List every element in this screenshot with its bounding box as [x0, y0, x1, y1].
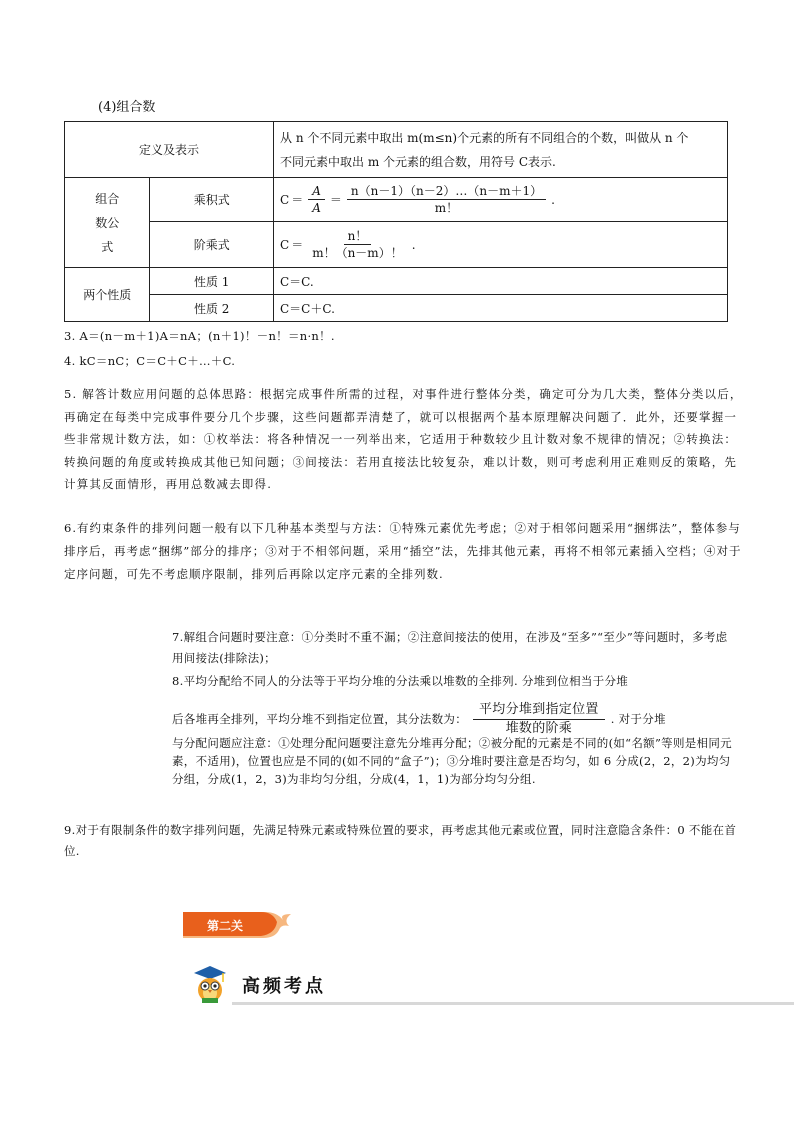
item-3-formula: 3. A＝(n－m＋1)A＝nA；(n＋1)！－n！＝n·n！. [64, 329, 335, 343]
product-frac1-num: A [308, 183, 325, 200]
table-row [65, 268, 728, 295]
product-formula-cell [274, 178, 728, 222]
product-frac1 [308, 183, 325, 216]
factorial-label-cell [150, 222, 274, 268]
product-frac1-den: A [312, 201, 321, 215]
item-8-fraction-den: 堆数的阶乘 [505, 721, 573, 736]
definition-line1: 从 n 个不同元素中取出 m(m≤n)个元素的所有不同组合的个数，叫做从 n 个 [280, 130, 689, 145]
item-8-line2 [172, 701, 738, 738]
high-frequency-title: 高频考点 [242, 976, 326, 997]
property2-formula-cell [274, 295, 728, 322]
combination-definition-table [64, 121, 728, 322]
item-4-formula: 4. kC＝nC；C＝C＋C＋…＋C. [64, 354, 236, 368]
product-prefix: C [280, 192, 290, 207]
section-divider [232, 1002, 794, 1005]
table-row [65, 178, 728, 222]
property2-label-cell [150, 295, 274, 322]
definition-line2-tail: 表示. [528, 154, 556, 169]
product-frac2-den: m！ [434, 201, 459, 215]
property1-label-cell [150, 268, 274, 295]
properties-label-cell [65, 268, 150, 322]
property2-label: 性质 2 [193, 301, 230, 316]
formula-group-line3: 式 [101, 239, 114, 254]
property1-formula: C＝C. [280, 274, 314, 289]
formula-group-cell [65, 178, 150, 268]
formula-group-line2: 数公 [95, 215, 120, 230]
item-8-fraction [473, 701, 605, 738]
properties-label: 两个性质 [83, 288, 132, 302]
factorial-formula-cell [274, 222, 728, 268]
level-banner-label: 第二关 [207, 919, 244, 933]
definition-line2-wrap [280, 150, 721, 174]
property2-formula: C＝C＋C. [280, 301, 335, 316]
factorial-frac [308, 228, 407, 261]
table-row [65, 295, 728, 322]
product-label: 乘积式 [193, 193, 230, 207]
item-8-line2-pre: 后各堆再全排列，平均分堆不到指定位置，其分法数为： [172, 712, 467, 726]
formula-group-line1: 组合 [95, 191, 120, 206]
factorial-eq: ＝ [291, 238, 304, 252]
product-tail: . [551, 192, 555, 207]
item-8-fraction-num: 平均分堆到指定位置 [473, 701, 605, 720]
product-eq2: ＝ [329, 193, 342, 207]
factorial-num: n！ [344, 228, 372, 245]
section-title: (4)组合数 [98, 100, 156, 115]
table-row [65, 122, 728, 178]
table-row [65, 222, 728, 268]
item-7-paragraph: 7.解组合问题时要注意：①分类时不重不漏；②注意间接法的使用，在涉及“至多”“至少”等问题时，多考虑用间接法(排除法)； [172, 630, 728, 665]
property1-formula-cell [274, 268, 728, 295]
definition-label-cell [65, 122, 274, 178]
product-frac2 [347, 183, 546, 216]
factorial-formula [280, 228, 721, 261]
product-label-cell [150, 178, 274, 222]
level-banner [183, 910, 301, 940]
definition-text-cell [274, 122, 728, 178]
owl-scholar-icon [193, 964, 227, 1004]
factorial-prefix: C [280, 237, 290, 252]
product-eq1: ＝ [291, 193, 304, 207]
item-8-line2-post: . 对于分堆 [610, 712, 666, 726]
product-formula [280, 183, 721, 216]
factorial-den: m！（n－m）！ [312, 246, 403, 260]
factorial-label: 阶乘式 [193, 238, 230, 252]
item-8-line1: 8.平均分配给不同人的分法等于平均分堆的分法乘以堆数的全排列. 分堆到位相当于分堆 [172, 674, 629, 688]
item-5-paragraph: 5. 解答计数应用问题的总体思路：根据完成事件所需的过程，对事件进行整体分类，确定可分为几大类，整体分类以后，再确定在每类中完成事件要分几个步骤，这些问题都弄清楚了，就可以根据两个基本原理解决问题了．此外，还要掌握一些非常规计数方法，如：①枚举法：将各种情况一一列举出来，它适用于种数较少且计数对象不规律的情况；②转换法：转换问题的角度或转换成其他已知问题；③间接法：若用直接法比较复杂，难以计数，则可考虑利用正难则反的策略，先计算其反面情形，再用总数减去即得. [64, 387, 743, 491]
item-8-paragraph: 与分配问题应注意：①处理分配问题要注意先分堆再分配；②被分配的元素是不同的(如“名额”等则是相同元素，不适用)，位置也应是不同的(如不同的“盒子”)；③分堆时要注意是否均匀，如 6 分成(2，2，2)为均匀分组，分成(1，2，3)为非均匀分组，分成(4，1，1)为部分均匀分组. [172, 736, 732, 786]
product-frac2-num: n（n－1）（n－2）…（n－m＋1） [347, 183, 546, 200]
definition-line2: 不同元素中取出 m 个元素的组合数，用符号 C [280, 154, 529, 169]
property1-label: 性质 1 [193, 274, 230, 289]
definition-label: 定义及表示 [138, 143, 199, 157]
item-9-paragraph: 9.对于有限制条件的数字排列问题，先满足特殊元素或特殊位置的要求，再考虑其他元素或位置，同时注意隐含条件：0 不能在首位. [64, 823, 737, 858]
factorial-tail: . [411, 237, 416, 252]
item-6-paragraph: 6.有约束条件的排列问题一般有以下几种基本类型与方法：①特殊元素优先考虑；②对于相邻问题采用“捆绑法”，整体参与排序后，再考虑“捆绑”部分的排序；③对于不相邻问题，采用“插空”法，先排其他元素，再将不相邻元素插入空档；④对于定序问题，可先不考虑顺序限制，排列后再除以定序元素的全排列数. [64, 521, 742, 581]
